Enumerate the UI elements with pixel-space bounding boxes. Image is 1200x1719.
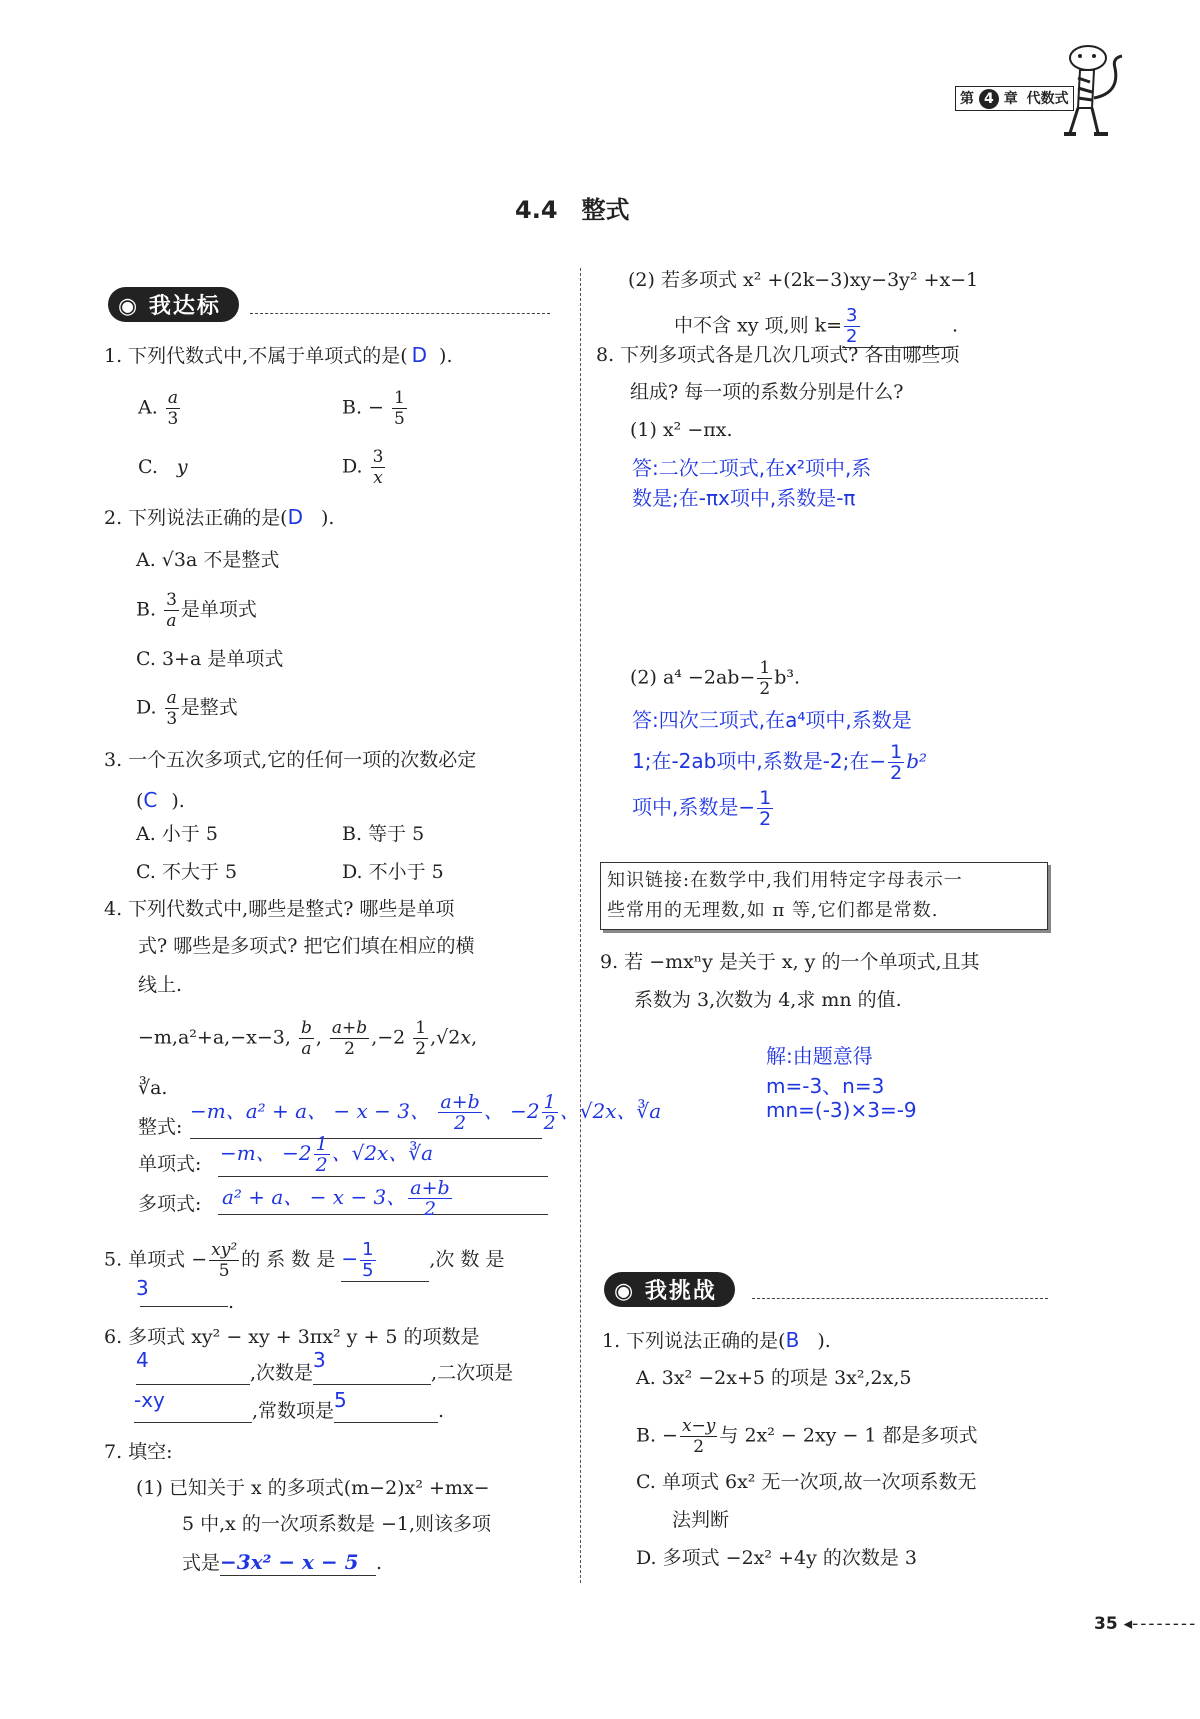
challenge-b-pre: B. − bbox=[636, 1424, 678, 1447]
q2-close: ). bbox=[321, 507, 335, 529]
q6-line3 bbox=[134, 1388, 445, 1423]
frac-num: a bbox=[166, 688, 177, 708]
q1-close: ). bbox=[439, 345, 453, 367]
q8-a2-l3-text: 项中,系数是− bbox=[632, 795, 756, 819]
q7-p2-den: 2 bbox=[846, 326, 858, 347]
q4-expr: −m,a²+a,−x−3, bbox=[138, 1026, 291, 1049]
q3-option-d: D. 不小于 5 bbox=[342, 861, 444, 883]
q7-p1-l3: 式是−3x² − x − 5 . bbox=[182, 1550, 383, 1574]
q3-answer: C bbox=[143, 788, 158, 812]
q7-p1-label: 式是 bbox=[182, 1552, 221, 1574]
q7-p2-l1: (2) 若多项式 x² +(2k−3)xy−3y² +x−1 bbox=[628, 269, 979, 291]
q2-stem: 2. 下列说法正确的是( bbox=[104, 507, 288, 529]
frac-den: 2 bbox=[890, 762, 903, 784]
q4-monomial-answer bbox=[220, 1134, 433, 1175]
q9-solution-3: mn=(-3)×3=-9 bbox=[766, 1098, 917, 1122]
q1-d-label: D. bbox=[342, 455, 363, 478]
q6-const-label: ,常数项是 bbox=[252, 1400, 335, 1422]
frac-den: x bbox=[373, 468, 383, 488]
q7-p2-num: 3 bbox=[846, 305, 858, 326]
q2-d-label: D. bbox=[136, 696, 157, 719]
q1-option-b: B. − $\frac{1}{5}$ bbox=[342, 388, 405, 429]
frac-num: 1 bbox=[362, 1239, 374, 1260]
frac-den: 2 bbox=[415, 1039, 427, 1059]
q7-p2-blank bbox=[842, 306, 952, 348]
frac-num: 1 bbox=[759, 658, 771, 678]
section1-label: 我达标 bbox=[148, 294, 221, 319]
q8-p2-text: (2) a⁴ −2ab− bbox=[630, 666, 756, 689]
q7-p1-l2: 5 中,x 的一次项系数是 −1,则该多项 bbox=[182, 1513, 492, 1535]
frac-den: a bbox=[166, 611, 177, 631]
q3-option-a: A. 小于 5 bbox=[136, 823, 218, 845]
frac-num: a bbox=[167, 388, 178, 408]
q1-c-expr: y bbox=[176, 456, 188, 478]
frac-den: 2 bbox=[693, 1437, 705, 1457]
q2-b-text: 是单项式 bbox=[180, 598, 257, 621]
q1-c-label: C. bbox=[138, 456, 158, 478]
q4-integral-label: 整式: bbox=[138, 1116, 183, 1138]
section-divider bbox=[250, 313, 550, 314]
q3-option-c: C. 不大于 5 bbox=[136, 861, 238, 883]
frac-num: 1 bbox=[315, 1133, 328, 1155]
frac-num: a+b bbox=[410, 1177, 450, 1199]
q4-z-ans: −m、a² + a、 − x − 3、 bbox=[190, 1099, 431, 1123]
q8-answer1-l2: 数是;在-πx项中,系数是-π bbox=[632, 486, 856, 510]
frac-num: 1 bbox=[394, 388, 405, 408]
chapter-pre: 第 bbox=[960, 91, 974, 107]
frac-num: 1 bbox=[890, 741, 903, 763]
q7-p1-l1: (1) 已知关于 x 的多项式(m−2)x² +mx− bbox=[136, 1477, 490, 1499]
q8-a2-l2-end: b² bbox=[906, 749, 928, 773]
q6-const-blank bbox=[334, 1388, 438, 1423]
q2-option-c: C. 3+a 是单项式 bbox=[136, 648, 284, 670]
q1-answer: D bbox=[411, 343, 428, 367]
q6-deg-blank bbox=[313, 1348, 431, 1385]
q6-terms-answer: 4 bbox=[136, 1348, 149, 1372]
q4-line2: 式? 哪些是多项式? 把它们填在相应的横 bbox=[138, 935, 475, 957]
question-5 bbox=[104, 1240, 504, 1282]
q8-answer2-l3 bbox=[632, 788, 775, 829]
frac-num: a+b bbox=[331, 1018, 368, 1038]
challenge-option-a: A. 3x² −2x+5 的项是 3x²,2x,5 bbox=[636, 1367, 912, 1389]
question-6: 6. 多项式 xy² − xy + 3πx² y + 5 的项数是 bbox=[104, 1326, 480, 1348]
frac-num: 3 bbox=[372, 447, 384, 467]
q7-p1-blank bbox=[220, 1550, 376, 1576]
column-divider bbox=[580, 268, 581, 1583]
frac-num: xy² bbox=[211, 1240, 238, 1260]
frac-num: 1 bbox=[543, 1091, 556, 1113]
challenge-b-post: 与 2x² − 2xy − 1 都是多项式 bbox=[719, 1424, 978, 1447]
q4-line1: 4. 下列代数式中,哪些是整式? 哪些是单项 bbox=[104, 898, 455, 920]
q5-degree-answer: 3 bbox=[136, 1276, 149, 1300]
tiger-mascot-icon bbox=[1050, 38, 1140, 143]
q4-line5: ∛a. bbox=[138, 1077, 168, 1099]
section-header-challenge: ◉ 我挑战 bbox=[604, 1272, 735, 1307]
knowledge-line2: 些常用的无理数,如 π 等,它们都是常数. bbox=[607, 900, 939, 921]
frac-den: 2 bbox=[315, 1154, 328, 1176]
q6-deg-answer: 3 bbox=[313, 1348, 326, 1372]
frac-den: 5 bbox=[362, 1260, 374, 1281]
frac-den: 2 bbox=[543, 1112, 556, 1134]
q8-line2: 组成? 每一项的系数分别是什么? bbox=[630, 381, 904, 403]
frac-den: 5 bbox=[394, 409, 405, 429]
frac-num: x−y bbox=[681, 1416, 716, 1436]
q1-option-d bbox=[342, 447, 387, 488]
q8-p2-end: b³. bbox=[774, 666, 801, 689]
challenge-close: ). bbox=[817, 1330, 831, 1352]
frac-den: 2 bbox=[759, 808, 772, 830]
challenge-option-d: D. 多项式 −2x² +4y 的次数是 3 bbox=[636, 1547, 917, 1569]
q1-stem: 1. 下列代数式中,不属于单项式的是( bbox=[104, 345, 408, 367]
q5-end: . bbox=[228, 1291, 235, 1313]
frac-num: 1 bbox=[759, 787, 772, 809]
challenge-question-1 bbox=[602, 1328, 831, 1353]
frac-den: 2 bbox=[454, 1112, 467, 1134]
page-title: 4.4 整式 bbox=[515, 196, 630, 224]
q8-answer1-l1: 答:二次二项式,在x²项中,系 bbox=[632, 456, 872, 480]
q4-expr-end: ,−2 bbox=[371, 1026, 406, 1049]
frac-den: 2 bbox=[344, 1039, 355, 1059]
q4-integral-answer: −m、a² + a、 − x − 3、 $\frac{a+b}{2}$ 、 −2 $\frac{1}{2}$ 、√2x、∛a bbox=[190, 1091, 662, 1134]
frac-den: 3 bbox=[166, 709, 178, 729]
q3-open: ( bbox=[136, 790, 144, 812]
q2-option-a: A. √3a 不是整式 bbox=[136, 549, 280, 571]
chapter-post: 章 bbox=[1003, 91, 1018, 107]
q6-end: . bbox=[438, 1400, 445, 1422]
frac-num: 3 bbox=[166, 590, 177, 610]
q7-p2-label: 中不含 xy 项,则 k= bbox=[674, 314, 843, 337]
q6-quad-answer: -xy bbox=[134, 1388, 165, 1412]
q9-line2: 系数为 3,次数为 4,求 mn 的值. bbox=[634, 989, 902, 1011]
q3-close: ). bbox=[171, 790, 185, 812]
q4-monomial-label: 单项式: bbox=[138, 1153, 202, 1175]
q2-option-b bbox=[136, 590, 257, 631]
q6-quad-label: ,二次项是 bbox=[431, 1362, 514, 1384]
challenge-answer: B bbox=[785, 1328, 800, 1352]
frac-den: 2 bbox=[423, 1198, 437, 1220]
q2-answer: D bbox=[287, 505, 303, 529]
q6-const-answer: 5 bbox=[334, 1388, 347, 1412]
q6-deg-label: ,次数是 bbox=[250, 1362, 314, 1384]
q4-polynomial-label: 多项式: bbox=[138, 1193, 202, 1215]
section2-label: 我挑战 bbox=[644, 1279, 717, 1304]
frac-den: 2 bbox=[759, 679, 771, 699]
q5-degree-line bbox=[140, 1306, 228, 1307]
challenge-option-b bbox=[636, 1416, 978, 1457]
challenge-stem: 1. 下列说法正确的是( bbox=[602, 1330, 786, 1352]
q5-post: ,次 数 是 bbox=[429, 1248, 505, 1271]
q8-part2 bbox=[630, 658, 800, 699]
question-7: 7. 填空: bbox=[104, 1441, 173, 1463]
q8-answer2-l2 bbox=[632, 742, 927, 783]
knowledge-box bbox=[600, 862, 1048, 930]
question-3: 3. 一个五次多项式,它的任何一项的次数必定 bbox=[104, 749, 477, 771]
question-9: 9. 若 −mxⁿy 是关于 x, y 的一个单项式,且其 bbox=[600, 951, 980, 973]
q3-answer-line bbox=[136, 788, 185, 813]
question-8: 8. 下列多项式各是几次几项式? 各由哪些项 bbox=[596, 344, 960, 366]
q3-option-b: B. 等于 5 bbox=[342, 823, 425, 845]
section2-divider bbox=[752, 1298, 1048, 1299]
q4-z-ans2: √2x、∛a bbox=[579, 1099, 662, 1123]
q1-a-label: A. bbox=[138, 396, 158, 419]
q5-mid: 的 系 数 是 bbox=[241, 1248, 336, 1271]
q4-p-ans: a² + a、 − x − 3、 bbox=[222, 1185, 407, 1209]
q6-terms-blank bbox=[136, 1348, 250, 1385]
q4-d-ans2: 、√2x、∛a bbox=[331, 1141, 434, 1165]
q9-solution-2: m=-3、n=3 bbox=[766, 1074, 885, 1098]
frac-num: 1 bbox=[415, 1018, 427, 1038]
q5-coef-answer: − bbox=[341, 1246, 359, 1271]
frac-den: 5 bbox=[218, 1261, 230, 1281]
q5-coef-blank bbox=[341, 1240, 429, 1282]
q4-monomial-line bbox=[218, 1176, 548, 1177]
q1-option-a bbox=[138, 388, 182, 429]
q8-answer2-l1: 答:四次三项式,在a⁴项中,系数是 bbox=[632, 708, 912, 732]
q4-line3: 线上. bbox=[138, 974, 183, 996]
page-number-value: 35 bbox=[1094, 1614, 1118, 1634]
q2-b-label: B. bbox=[136, 598, 157, 621]
frac-den: a bbox=[301, 1039, 312, 1059]
q8-part1: (1) x² −πx. bbox=[630, 419, 733, 441]
question-1 bbox=[104, 343, 452, 368]
q2-d-text: 是整式 bbox=[180, 696, 238, 719]
challenge-option-c-l1: C. 单项式 6x² 无一次项,故一次项系数无 bbox=[636, 1471, 977, 1493]
q1-option-c bbox=[138, 455, 188, 479]
challenge-option-c-l2: 法判断 bbox=[672, 1509, 730, 1531]
knowledge-line1: 知识链接:在数学中,我们用特定字母表示一 bbox=[607, 870, 963, 891]
frac-den: 3 bbox=[167, 409, 179, 429]
q5-pre: 5. 单项式 − bbox=[104, 1248, 208, 1271]
q4-d-ans: −m、 −2 bbox=[220, 1141, 312, 1165]
page-number: 35 ◂-------- bbox=[1094, 1614, 1198, 1634]
q9-solution-1: 解:由题意得 bbox=[766, 1044, 873, 1068]
q4-polynomial-answer bbox=[222, 1178, 454, 1219]
q4-expressions: −m,a²+a,−x−3, $\frac{b}{a}$ , $\frac{a+b}{2}$ ,−2 $\frac{1}{2}$ ,√2x, bbox=[138, 1018, 478, 1059]
question-2 bbox=[104, 505, 334, 530]
chapter-name: 代数式 bbox=[1026, 91, 1069, 107]
chapter-num: 4 bbox=[979, 89, 999, 109]
frac-num: b bbox=[300, 1018, 312, 1038]
q1-b-label: B. bbox=[342, 396, 363, 419]
q2-option-d bbox=[136, 688, 238, 729]
section-header-basic: ◉ 我达标 bbox=[108, 287, 239, 322]
q6-quad-blank bbox=[134, 1388, 252, 1423]
q7-p1-answer: −3x² − x − 5 bbox=[220, 1550, 359, 1574]
q7-p2-l2: 中不含 xy 项,则 k= $\frac{3}{2}$ . bbox=[674, 305, 959, 347]
q8-a2-l2-text: 1;在-2ab项中,系数是-2;在− bbox=[632, 749, 887, 773]
q6-line2 bbox=[136, 1348, 514, 1385]
frac-num: a+b bbox=[440, 1091, 480, 1113]
